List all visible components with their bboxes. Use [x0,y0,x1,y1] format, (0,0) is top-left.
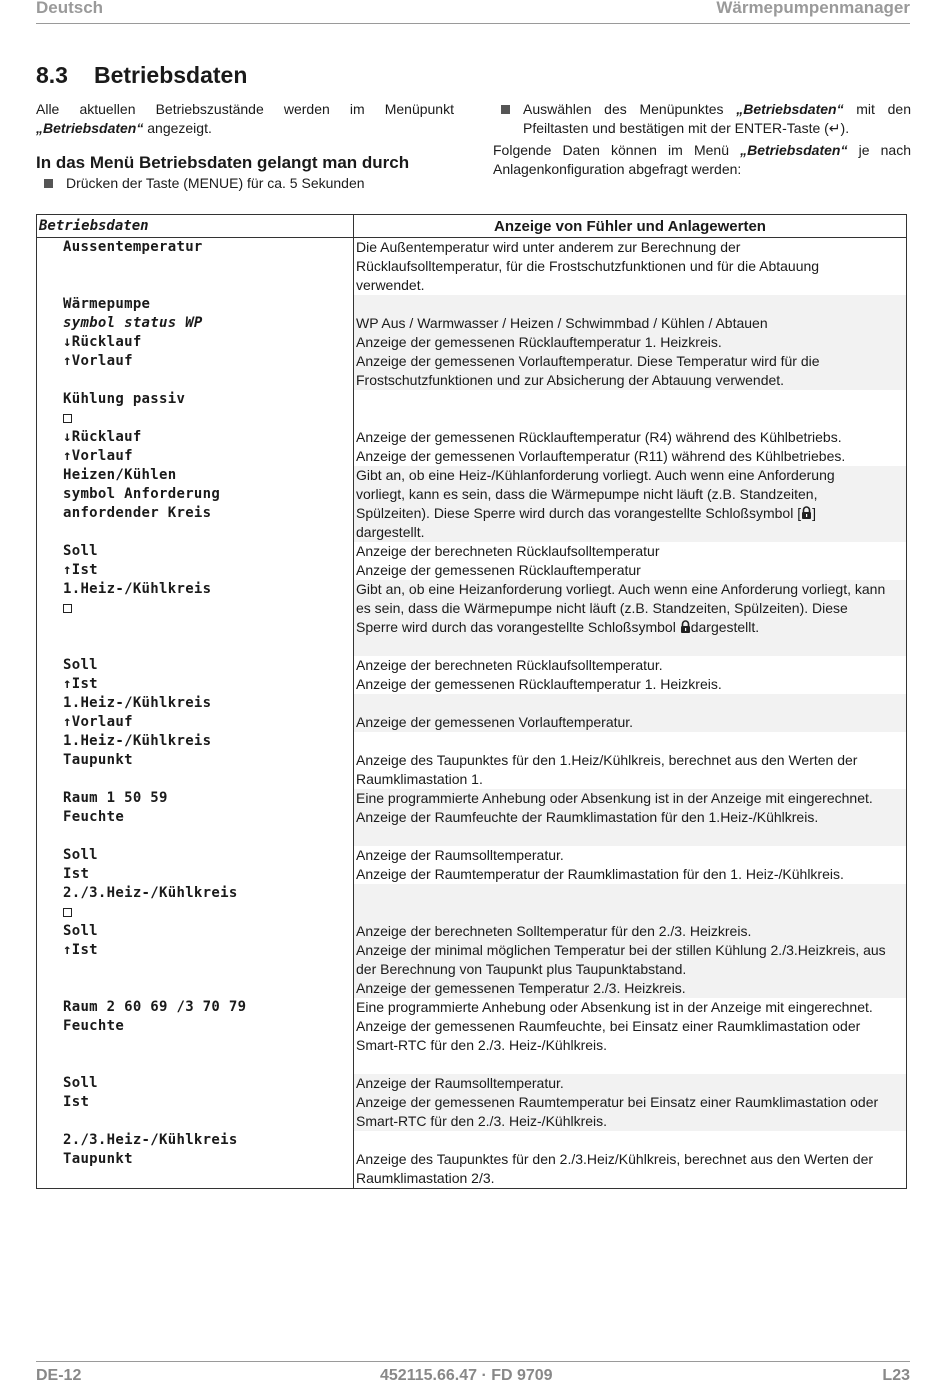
description-cell [354,466,907,542]
description-text: Anzeige der berechneten Rücklaufsolltemperatur [356,543,660,559]
display-line [63,257,353,276]
description-line [356,428,902,447]
description-text: es sein, dass die Wärmepumpe nicht läuft (z.B. Standzeiten, Spülzeiten). Diese [356,600,848,616]
display-text-cell [37,1074,354,1131]
lock-icon [680,620,691,633]
display-line: Soll [63,847,98,863]
description-text: Anzeige der minimal möglichen Temperatur bei der stillen Kühlung 2./3.Heizkreis, aus [356,942,886,958]
description-line [356,1093,902,1112]
display-line: Taupunkt [63,1151,133,1167]
footer-revision: L23 [882,1367,910,1384]
display-text-cell [37,998,354,1074]
description-cell [354,1131,907,1189]
description-line [356,618,902,637]
description-text: Sperre wird durch das vorangestellte Schloßsymbol [356,619,680,635]
description-cell [354,846,907,884]
intro-right-line-1 [493,141,911,160]
description-text: vorliegt, kann es sein, dass die Wärmepumpe nicht läuft (z.B. Standzeiten, [356,486,818,502]
description-line [356,504,902,523]
description-line [356,371,902,390]
description-line [356,580,902,599]
display-line: 2./3.Heiz-/Kühlkreis [63,1132,238,1148]
para-post: je nach [847,142,911,158]
description-line [356,257,902,276]
display-line: Wärmepumpe [63,296,151,312]
display-line: 1.Heiz-/Kühlkreis [63,695,212,711]
description-text: Die Außentemperatur wird unter anderem zur Berechnung der [356,239,741,255]
table-header-description: Anzeige von Fühler und Anlagewerten [354,215,907,238]
table-row [37,656,907,694]
section-number: 8.3 [36,62,68,88]
description-line [356,903,902,922]
table-row [37,1074,907,1131]
square-bullet-icon [44,179,53,188]
display-line: 1.Heiz-/Kühlkreis [63,733,212,749]
description-line [356,656,902,675]
display-line: ↑Ist [63,942,98,958]
description-line [356,1017,902,1036]
header-manual-title: Wärmepumpenmanager [716,0,910,17]
display-line [63,960,353,979]
intro-line-2-rest: angezeigt. [143,120,212,136]
intro-menu-name: „Betriebsdaten“ [36,120,144,136]
description-text: Smart-RTC für den 2./3. Heiz-/Kühlkreis. [356,1113,608,1129]
description-line [356,808,902,827]
display-line [63,1036,353,1055]
status-square-icon [63,604,72,613]
display-line: symbol status WP [63,315,203,331]
header-language: Deutsch [36,0,104,17]
display-text-cell [37,466,354,542]
description-cell [354,1074,907,1131]
description-line [356,960,902,979]
display-text-cell [37,732,354,789]
description-line [356,523,902,542]
display-line: Soll [63,1075,98,1091]
display-line: Kühlung passiv [63,391,186,407]
description-line [356,295,902,314]
display-text-cell [37,390,354,466]
status-square-icon [63,908,72,917]
display-text-cell [37,238,354,296]
description-text: Anzeige der gemessenen Vorlauftemperatur. Diese Temperatur wird für die [356,353,820,369]
display-line: Aussentemperatur [63,239,203,255]
section-title-text: Betriebsdaten [94,62,248,88]
display-line: Soll [63,543,98,559]
description-line [356,637,902,656]
display-line [63,1112,353,1131]
intro-right-line-2: Anlagenkonfiguration abgefragt werden: [493,161,742,177]
description-cell [354,789,907,846]
intro-line-1: Alle aktuellen Betriebszustände werden im Menüpunkt [36,101,454,117]
display-line [63,409,353,428]
description-text: WP Aus / Warmwasser / Heizen / Schwimmbad / Kühlen / Abtauen [356,315,768,331]
description-line [356,675,902,694]
description-text: Raumklimastation 1. [356,771,483,787]
description-line [356,1131,902,1150]
display-text-cell [37,656,354,694]
display-line: Ist [63,866,90,882]
intro-line-2 [36,119,454,138]
display-line [63,1055,353,1074]
display-line [63,276,353,295]
description-text: Anzeige der gemessenen Rücklauftemperatur 1. Heizkreis. [356,334,722,350]
description-text: Eine programmierte Anhebung oder Absenkung ist in der Anzeige mit eingerechnet. [356,790,873,806]
description-line [356,941,902,960]
description-text: Anzeige der Raumsolltemperatur. [356,1075,564,1091]
para-menu-name: „Betriebsdaten“ [740,142,848,158]
table-row [37,789,907,846]
description-cell [354,732,907,789]
description-text-tail: dargestellt. [690,619,760,635]
description-text: Anzeige der gemessenen Rücklauftemperatur (R4) während des Kühlbetriebs. [356,429,842,445]
description-cell [354,656,907,694]
description-cell [354,295,907,390]
display-text-cell [37,580,354,656]
description-line [356,998,902,1017]
description-line [356,352,902,371]
table-row [37,580,907,656]
description-line [356,979,902,998]
description-line [356,1055,902,1074]
display-line: ↓Rücklauf [63,429,142,445]
description-text: Anzeige des Taupunktes für den 1.Heiz/Kühlkreis, berechnet aus den Werten der [356,752,858,768]
display-line: Soll [63,657,98,673]
footer-rule [36,1361,910,1362]
display-line: Taupunkt [63,752,133,768]
description-line [356,390,902,409]
description-line [356,409,902,428]
description-line [356,599,902,618]
display-line: anfordender Kreis [63,505,212,521]
description-line [356,333,902,352]
table-header-row [37,215,907,238]
description-line [356,238,902,257]
description-line [356,561,902,580]
description-text: verwendet. [356,277,425,293]
display-line: 2./3.Heiz-/Kühlkreis [63,885,238,901]
display-line: 1.Heiz-/Kühlkreis [63,581,212,597]
description-line [356,732,902,751]
description-text: der Berechnung von Taupunkt plus Taupunktabstand. [356,961,687,977]
description-text: Smart-RTC für den 2./3. Heiz-/Kühlkreis. [356,1037,608,1053]
footer-page-number: DE-12 [36,1367,82,1384]
intro-right-column [493,100,911,179]
description-line [356,542,902,561]
display-line [63,770,353,789]
display-line [63,903,353,922]
description-text: Anzeige des Taupunktes für den 2./3.Heiz/Kühlkreis, berechnet aus den Werten der [356,1151,874,1167]
table-row [37,732,907,789]
section-title [36,62,247,89]
description-text: Raumklimastation 2/3. [356,1170,495,1186]
display-text-cell [37,789,354,846]
display-line: ↑Vorlauf [63,714,133,730]
display-line [63,599,353,618]
display-text-cell [37,694,354,732]
table-row [37,466,907,542]
description-line [356,789,902,808]
description-text: Rücklaufsolltemperatur, für die Frostschutzfunktionen und für die Abtauung [356,258,820,274]
description-line [356,713,902,732]
display-line: symbol Anforderung [63,486,221,502]
intro-subheading: In das Menü Betriebsdaten gelangt man durch [36,153,410,172]
display-line [63,523,353,542]
display-line [63,371,353,390]
description-text: Anzeige der gemessenen Raumtemperatur bei Einsatz einer Raumklimastation oder [356,1094,879,1110]
description-line [356,485,902,504]
bullet-select-line-1 [523,100,911,119]
description-line [356,314,902,333]
description-text: Anzeige der Raumfeuchte der Raumklimastation für den 1.Heiz-/Kühlkreis. [356,809,819,825]
description-text: Anzeige der gemessenen Vorlauftemperatur (R11) während des Kühlbetriebes. [356,448,846,464]
description-cell [354,238,907,296]
description-line [356,1036,902,1055]
description-text: Anzeige der berechneten Solltemperatur für den 2./3. Heizkreis. [356,923,752,939]
description-text: Gibt an, ob eine Heiz-/Kühlanforderung vorliegt. Auch wenn eine Anforderung [356,467,835,483]
description-line [356,846,902,865]
display-text-cell [37,295,354,390]
table-row [37,998,907,1074]
bullet-select-menu-name: „Betriebsdaten“ [736,101,844,117]
description-line [356,884,902,903]
para-pre: Folgende Daten können im Menü [493,142,741,158]
description-text: Spülzeiten). Diese Sperre wird durch das vorangestellte Schloßsymbol [ [356,505,802,521]
description-text: Anzeige der gemessenen Temperatur 2./3. Heizkreis. [356,980,686,996]
table-row [37,694,907,732]
status-square-icon [63,414,72,423]
description-line [356,276,902,295]
description-line [356,1169,902,1188]
description-text: Anzeige der gemessenen Vorlauftemperatur. [356,714,634,730]
table-row [37,295,907,390]
description-text: dargestellt. [356,524,425,540]
description-text: Gibt an, ob eine Heizanforderung vorliegt. Auch wenn eine Anforderung vorliegt, kann [356,581,886,597]
bullet-select-menu [493,100,911,138]
description-text: Anzeige der Raumtemperatur der Raumklimastation für den 1. Heiz-/Kühlkreis. [356,866,844,882]
display-line [63,1169,353,1188]
description-line [356,827,902,846]
display-text-cell [37,1131,354,1189]
table-row [37,390,907,466]
display-line: Soll [63,923,98,939]
description-line [356,922,902,941]
display-line [63,637,353,656]
description-cell [354,542,907,580]
square-bullet-icon [501,105,510,114]
table-row [37,542,907,580]
display-line: Raum 1 50 59 [63,790,168,806]
table-row [37,238,907,296]
description-line [356,694,902,713]
description-cell [354,390,907,466]
description-text: Anzeige der gemessenen Raumfeuchte, bei Einsatz einer Raumklimastation oder [356,1018,861,1034]
description-text: Frostschutzfunktionen und zur Absicherung der Abtauung verwendet. [356,372,785,388]
display-line: ↓Rücklauf [63,334,142,350]
description-cell [354,884,907,998]
table-body [37,238,907,1189]
display-text-cell [37,846,354,884]
display-line [63,827,353,846]
description-cell [354,998,907,1074]
description-line [356,466,902,485]
description-text: Anzeige der gemessenen Rücklauftemperatur [356,562,641,578]
header-rule [36,23,910,24]
description-line [356,1150,902,1169]
bullet-select-pre: Auswählen des Menüpunktes [523,101,737,117]
description-cell [354,694,907,732]
lock-icon [801,506,812,519]
description-text: Eine programmierte Anhebung oder Absenkung ist in der Anzeige mit eingerechnet. [356,999,873,1015]
table-row [37,846,907,884]
description-cell [354,580,907,656]
table-row [37,884,907,998]
display-line: ↑Ist [63,676,98,692]
description-line [356,751,902,770]
description-line [356,447,902,466]
display-line: ↑Vorlauf [63,353,133,369]
bullet-press-menu-text: Drücken der Taste (MENUE) für ca. 5 Sekunden [66,175,365,191]
display-line: Ist [63,1094,90,1110]
bullet-select-post: mit den [843,101,911,117]
intro-right-paragraph [493,141,911,179]
display-line: ↑Vorlauf [63,448,133,464]
intro-left-column [36,100,454,193]
table-header-display: Betriebsdaten [37,215,354,238]
bullet-press-menu [36,174,454,193]
display-line: Feuchte [63,1018,125,1034]
display-text-cell [37,884,354,998]
description-text-tail: ] [812,505,816,521]
description-line [356,770,902,789]
description-text: Anzeige der Raumsolltemperatur. [356,847,564,863]
display-line [63,618,353,637]
display-line: Feuchte [63,809,125,825]
operating-data-table [36,214,907,1189]
footer-document-number: 452115.66.47 · FD 9709 [380,1367,553,1384]
display-line: Raum 2 60 69 /3 70 79 [63,999,247,1015]
description-line [356,865,902,884]
description-text: Anzeige der berechneten Rücklaufsolltemperatur. [356,657,663,673]
bullet-select-line-2: Pfeiltasten und bestätigen mit der ENTER-Taste (↵). [523,120,850,136]
table-row [37,1131,907,1189]
display-line: Heizen/Kühlen [63,467,177,483]
display-text-cell [37,542,354,580]
description-text: Anzeige der gemessenen Rücklauftemperatur 1. Heizkreis. [356,676,722,692]
display-line: ↑Ist [63,562,98,578]
display-line [63,979,353,998]
description-line [356,1074,902,1093]
description-line [356,1112,902,1131]
